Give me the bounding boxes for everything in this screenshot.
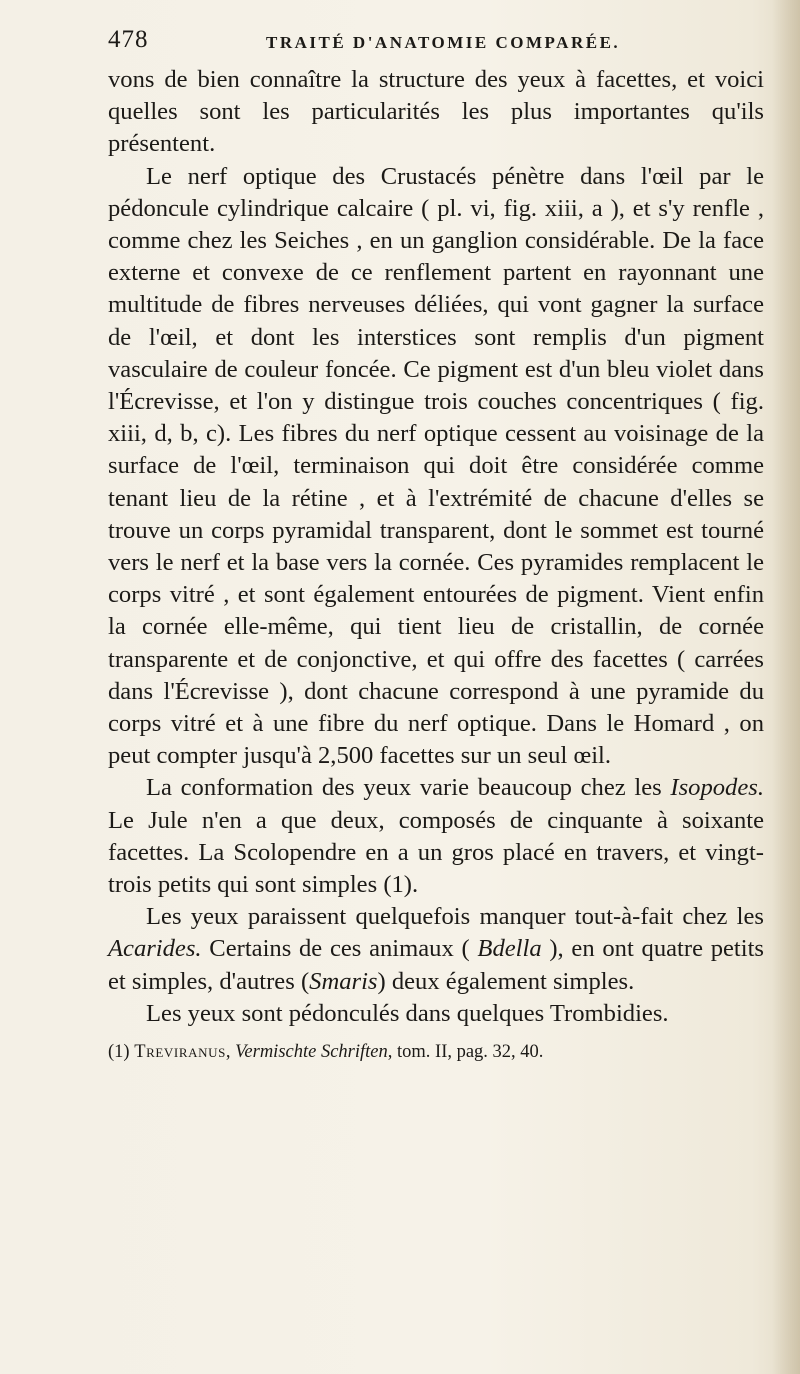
- page-content: [108, 26, 764, 1064]
- taxon-smaris: Smaris: [309, 967, 378, 995]
- text-run: ), en ont quatre petits et simples, d'autres (: [108, 935, 764, 995]
- paragraph-continuation: vons de bien connaître la structure des yeux à facettes, et voici quelles sont les particularités les plus importantes qu'ils présentent.: [108, 66, 764, 158]
- text-run: ) deux également simples.: [377, 967, 635, 995]
- footnote-reference: , tom. II, pag. 32, 40.: [387, 1042, 544, 1063]
- paragraph-optic-nerve: Le nerf optique des Crustacés pénètre dans l'œil par le pédoncule cylindrique calcaire ( pl. vi, fig. xiii, a ), et s'y renfle , comme chez les Seiches , en un ganglion considérable. De la face externe et convexe de ce renflement partent en rayonnant une multitude de fibres nerveuses déliées, qui vont gagner la surface de l'œil, et dont les interstices sont remplis d'un pigment vasculaire de couleur foncée. Ce pigment est d'un bleu violet dans l'Écrevisse, et l'on y distingue trois couches concentriques ( fig. xiii, d, b, c). Les fibres du nerf optique cessent au voisinage de la surface de l'œil, terminaison qui doit être considérée comme tenant lieu de la rétine , et à l'extrémité de chacune d'elles se trouve un corps pyramidal transparent, dont le sommet est tourné vers le nerf et la base vers la cornée. Ces pyramides remplacent le corps vitré , et sont également entourées de pigment. Vient enfin la cornée elle-même, qui tient lieu de cristallin, de cornée transparente et de conjonctive, et qui offre des facettes ( carrées dans l'Écrevisse ), dont chacune correspond à une pyramide du corps vitré et à une fibre du nerf optique. Dans le Homard , on peut compter jusqu'à 2,500 facettes sur un seul œil.: [108, 162, 764, 770]
- footnote-marker: (1): [108, 1042, 135, 1063]
- paragraph-isopodes: [108, 772, 764, 901]
- footnote-author: Treviranus: [134, 1042, 226, 1063]
- page-edge-shadow: [772, 0, 800, 1374]
- page-number: 478: [108, 26, 149, 53]
- paragraph-trombidies: Les yeux sont pédonculés dans quelques Trombidies.: [146, 999, 669, 1027]
- text-run: Le Jule n'en a que deux, composés de cinquante à soixante facettes. La Scolopendre en a un gros placé en travers, et vingt-trois petits qui sont simples (1).: [108, 806, 764, 899]
- text-run: Les yeux paraissent quelquefois manquer tout-à-fait chez les: [146, 903, 764, 931]
- footnote: [108, 1040, 764, 1064]
- paragraph-acarides: [108, 901, 764, 998]
- taxon-isopodes: Isopodes.: [670, 774, 764, 802]
- text-run: La conformation des yeux varie beaucoup chez les: [146, 774, 671, 802]
- taxon-acarides: Acarides.: [108, 935, 202, 963]
- text-run: Certains de ces animaux (: [201, 935, 478, 963]
- running-head: [108, 26, 764, 64]
- footnote-work: Vermischte Schriften: [235, 1042, 388, 1063]
- taxon-bdella: Bdella: [477, 935, 542, 963]
- footnote-sep: ,: [225, 1042, 236, 1063]
- running-title: TRAITÉ D'ANATOMIE COMPARÉE.: [266, 33, 621, 52]
- body-text: [108, 64, 764, 1030]
